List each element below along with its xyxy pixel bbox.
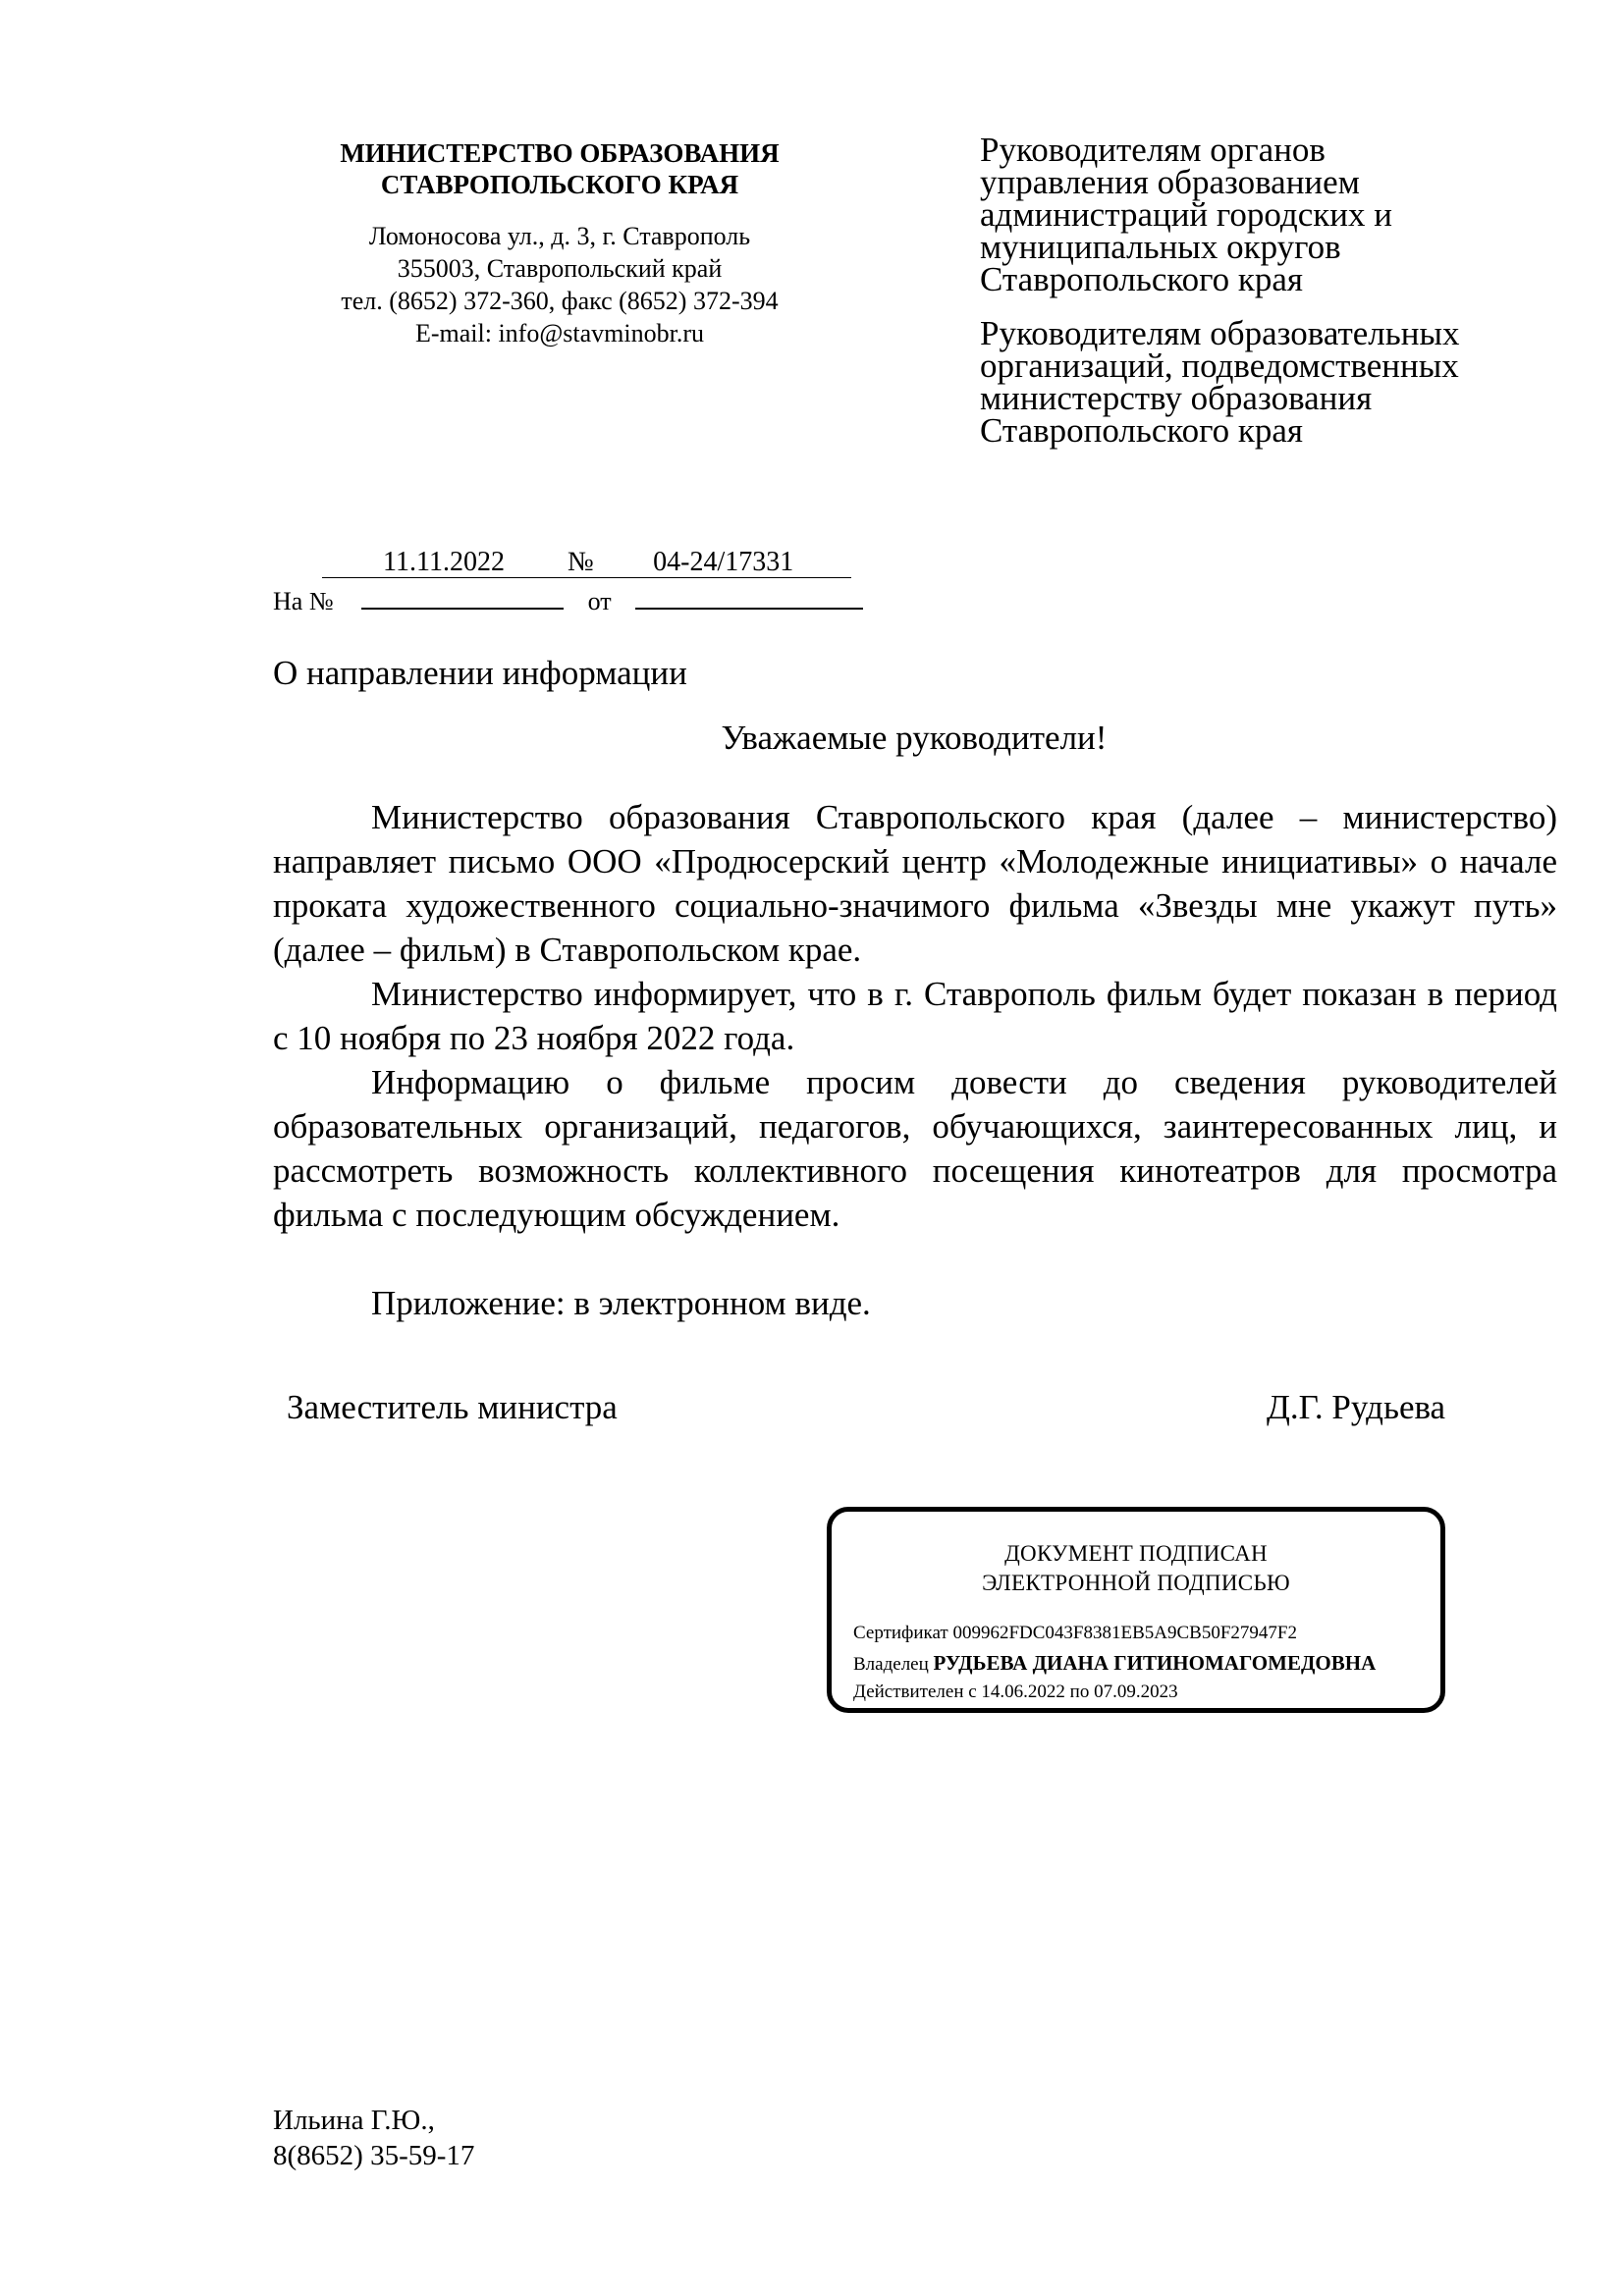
recipient-line: организаций, подведомственных xyxy=(980,347,1459,385)
electronic-signature-stamp xyxy=(827,1507,1445,1713)
sender-email: E-mail: info@stavminobr.ru xyxy=(414,319,704,347)
executor-name: Ильина Г.Ю., xyxy=(273,2105,435,2136)
signatory-name: Д.Г. Рудьева xyxy=(1267,1388,1446,1426)
recipient-line: Руководителям органов xyxy=(980,131,1326,169)
letter-body xyxy=(273,795,1557,1237)
greeting-text: Уважаемые руководители! xyxy=(721,719,1108,757)
stamp-owner xyxy=(853,1651,1376,1677)
body-paragraph-1: Министерство образования Ставропольского края (далее – министерство) направляет письмо ООО «Продюсерский центр «Молодежные инициативы» о начале проката художественного социально-значимого фильма «Звезды мне укажут путь» (далее – фильм) в Ставропольском крае. xyxy=(273,798,1557,969)
body-paragraph-2: Министерство информирует, что в г. Ставрополь фильм будет показан в период с 10 ноября по 23 ноября 2022 года. xyxy=(273,975,1557,1057)
subject-line: О направлении информации xyxy=(273,654,687,692)
sender-address xyxy=(295,220,825,349)
body-paragraph-3: Информацию о фильме просим довести до сведения руководителей образовательных организаций, педагогов, обучающихся, заинтересованных лиц, и рассмотреть возможность коллективного посещения кинотеатров для просмотра фильма с последующим обсуждением. xyxy=(273,1063,1557,1234)
reply-reference-line xyxy=(273,585,863,618)
executor-block xyxy=(273,2103,474,2173)
recipient-line: министерству образования xyxy=(980,379,1373,417)
sender-phones: тел. (8652) 372-360, факс (8652) 372-394 xyxy=(341,287,779,315)
recipient-line: Ставропольского края xyxy=(980,411,1303,450)
stamp-certificate: Сертификат 009962FDC043F8381EB5A9CB50F27947F2 xyxy=(853,1623,1297,1643)
greeting xyxy=(0,717,1624,760)
recipient-line: Ставропольского края xyxy=(980,260,1303,298)
recipient-group-2 xyxy=(980,314,1608,450)
stamp-title-line-1: ДОКУМЕНТ ПОДПИСАН xyxy=(1004,1541,1268,1566)
number-label: № xyxy=(568,547,594,577)
document-number: 04-24/17331 xyxy=(596,548,851,578)
address-line-1: Ломоносова ул., д. 3, г. Ставрополь xyxy=(368,222,751,250)
sender-org-name xyxy=(295,137,825,200)
reply-date-blank xyxy=(635,586,863,610)
signatory-position: Заместитель министра xyxy=(287,1388,618,1426)
recipient-group-1 xyxy=(980,131,1608,298)
attachment-note: Приложение: в электронном виде. xyxy=(371,1284,871,1322)
stamp-owner-label: Владелец xyxy=(853,1654,929,1675)
reply-number-blank xyxy=(361,586,564,610)
from-label: от xyxy=(587,587,612,615)
document-date: 11.11.2022 xyxy=(322,548,566,578)
recipient-line: муниципальных округов xyxy=(980,228,1341,266)
stamp-owner-name: РУДЬЕВА ДИАНА ГИТИНОМАГОМЕДОВНА xyxy=(933,1651,1377,1675)
stamp-title xyxy=(832,1539,1440,1598)
recipient-line: управления образованием xyxy=(980,163,1360,201)
registration-line xyxy=(273,546,851,579)
reply-label: На № xyxy=(273,587,334,615)
stamp-title-line-2: ЭЛЕКТРОННОЙ ПОДПИСЬЮ xyxy=(982,1571,1290,1595)
recipients-block xyxy=(980,131,1608,450)
address-line-2: 355003, Ставропольский край xyxy=(397,254,723,283)
org-line-2: СТАВРОПОЛЬСКОГО КРАЯ xyxy=(380,170,739,199)
recipient-line: администраций городских и xyxy=(980,195,1392,234)
recipient-line: Руководителям образовательных xyxy=(980,314,1460,352)
stamp-validity: Действителен с 14.06.2022 по 07.09.2023 xyxy=(853,1682,1178,1702)
org-line-1: МИНИСТЕРСТВО ОБРАЗОВАНИЯ xyxy=(340,138,780,168)
executor-phone: 8(8652) 35-59-17 xyxy=(273,2140,475,2171)
sender-block xyxy=(295,137,825,349)
